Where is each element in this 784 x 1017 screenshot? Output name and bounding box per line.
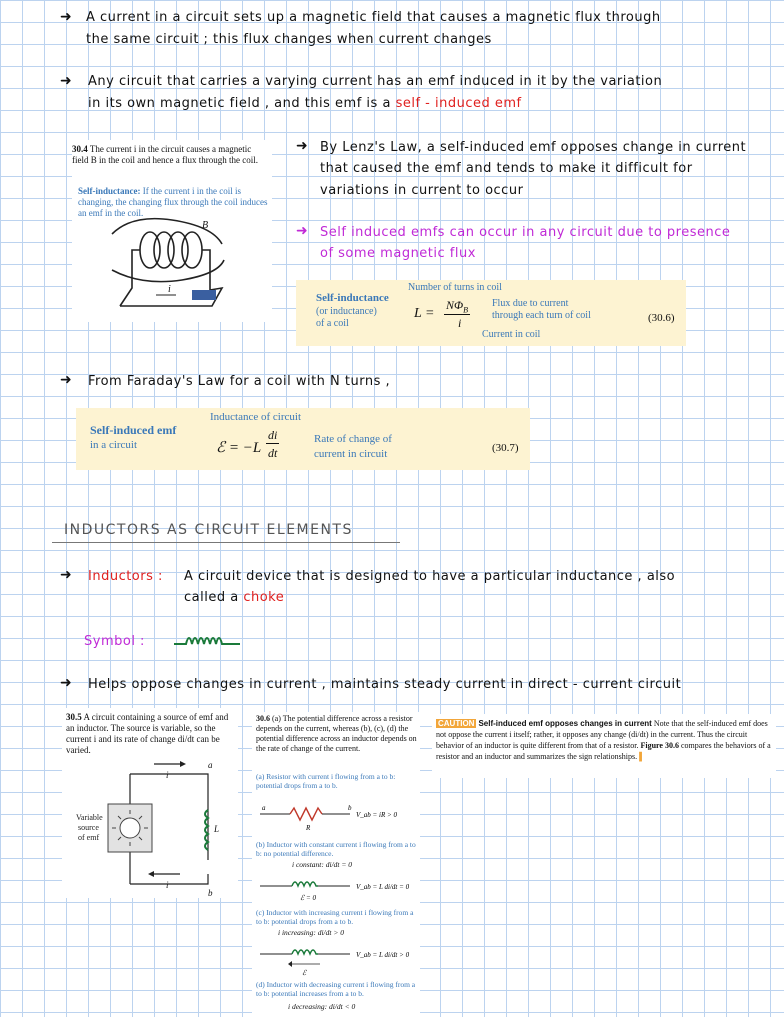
- eq307-numerator: di: [268, 428, 278, 442]
- eq306-numerator-main: NΦ: [446, 298, 464, 312]
- note-3-line-3: variations in current to occur: [320, 183, 524, 198]
- eq306-number: (30.6): [648, 312, 675, 324]
- label-b: b: [348, 804, 352, 812]
- source-label-3: of emf: [78, 833, 100, 842]
- caution-body: Note that the self-induced emf does not oppose the current i itself; rather, it opposes any change (di/dt) in the current. Thus the circuit behavior of an inductor is quite different from that of a resistor.: [436, 719, 768, 750]
- section-title: INDUCTORS AS CIRCUIT ELEMENTS: [64, 522, 353, 538]
- label-l: L: [214, 824, 220, 834]
- arrow-icon: ➜: [60, 567, 72, 583]
- figure-30-6-caption: [256, 714, 418, 754]
- eq306-top-note: Number of turns in coil: [408, 282, 502, 293]
- eq307-number: (30.7): [492, 442, 519, 454]
- note-1-line-1: A current in a circuit sets up a magnetic field that causes a magnetic flux through: [86, 10, 661, 25]
- label-i-top: i: [166, 770, 169, 780]
- figure-30-6-number: 30.6: [256, 714, 270, 723]
- note-1-line-2: the same circuit ; this flux changes when current changes: [86, 32, 492, 47]
- eq306-right-note-1: Flux due to current: [492, 298, 569, 309]
- label-r: R: [306, 824, 311, 832]
- label-a: a: [208, 760, 213, 770]
- equation-30-7-box: [76, 408, 530, 470]
- equation-30-6-box: [296, 280, 686, 346]
- arrow-icon: ➜: [60, 73, 72, 89]
- label-i-bottom: i: [166, 880, 169, 890]
- eq306-lhs: L =: [414, 306, 435, 321]
- figure-30-4-number: 30.4: [72, 144, 88, 154]
- figure-30-6-c-title: (c) Inductor with increasing current i flowing from a to b: potential drops from a to b.: [256, 908, 414, 926]
- eq307-label-sub: in a circuit: [90, 439, 138, 451]
- eq307-right-note-1: Rate of change of: [314, 433, 392, 445]
- section-underline: [52, 542, 400, 543]
- figure-30-6-d-condition: i decreasing: di/dt < 0: [288, 1002, 356, 1011]
- caution-title: Self-induced emf opposes changes in current: [478, 719, 652, 728]
- caution-box: [432, 714, 776, 778]
- eq306-right-note-2: through each turn of coil: [492, 310, 591, 321]
- eq307-right-note-2: current in circuit: [314, 448, 388, 460]
- note-4-line-2: of some magnetic flux: [320, 246, 476, 261]
- arrow-icon: ➜: [296, 138, 308, 154]
- figure-30-4-sub-bold: Self-inductance:: [78, 186, 141, 196]
- inductor-constant-diagram: [256, 870, 420, 906]
- note-3-line-1: By Lenz's Law, a self-induced emf opposes change in current: [320, 140, 747, 155]
- label-b: B: [202, 220, 209, 231]
- note-7-line-1: Helps oppose changes in current , maintains steady current in direct - current circuit: [88, 677, 682, 692]
- eq306-bottom-note: Current in coil: [482, 329, 541, 340]
- caution-end-marker: ▌: [639, 752, 645, 761]
- arrow-icon: ➜: [60, 675, 72, 691]
- caution-text: [436, 718, 774, 762]
- b-emf: ℰ = 0: [300, 894, 316, 902]
- arrow-icon: ➜: [60, 9, 72, 25]
- figure-30-5-caption: [66, 712, 236, 756]
- label-emf: ℰ: [302, 969, 307, 977]
- note-2-line-2: [88, 93, 522, 114]
- figure-30-6-b-condition: i constant: di/dt = 0: [292, 860, 353, 869]
- eq306-label-title: Self-inductance: [316, 292, 389, 304]
- eq307-label-title: Self-induced emf: [90, 423, 177, 437]
- symbol-label: Symbol :: [84, 634, 145, 649]
- figure-30-4-caption: [72, 144, 268, 166]
- source-label-1: Variable: [76, 813, 103, 822]
- inductor-increasing-diagram: [256, 938, 420, 978]
- note-2-line-2-text: in its own magnetic field , and this emf is a: [88, 96, 391, 111]
- inductors-label: Inductors :: [88, 569, 163, 584]
- figure-30-6-b-title: (b) Inductor with constant current i flowing from a to b: no potential difference.: [256, 840, 416, 858]
- inductor-symbol-icon: [172, 630, 244, 652]
- figure-30-6-d-title: (d) Inductor with decreasing current i flowing from a to b: potential increases from a to b.: [256, 980, 416, 998]
- eq306-label-sub1: (or inductance): [316, 306, 377, 317]
- coil-circuit-diagram: [72, 210, 272, 322]
- source-label-2: source: [78, 823, 99, 832]
- figure-30-6: [252, 712, 420, 1017]
- eq306-numerator-sub: B: [463, 305, 469, 315]
- figure-30-6-c-condition: i increasing: di/dt > 0: [278, 928, 345, 937]
- c-equation: V_ab = L di/dt > 0: [356, 951, 410, 959]
- note-6-line-2-text: called a: [184, 590, 239, 605]
- figure-30-6-a-title: (a) Resistor with current i flowing from a to b: potential drops from a to b.: [256, 772, 396, 790]
- note-4-line-1: Self induced emfs can occur in any circuit due to presence: [320, 225, 731, 240]
- figure-30-5-number: 30.5: [66, 712, 82, 722]
- figure-30-5-caption-text: A circuit containing a source of emf and an inductor. The source is variable, so the current i and its rate of change di/dt can be varied.: [66, 712, 229, 755]
- figure-30-4-caption-text: The current i in the circuit causes a magnetic field B in the coil and hence a flux through the coil.: [72, 144, 258, 165]
- eq306-denominator: i: [458, 316, 462, 330]
- self-induced-emf-term: self - induced emf: [395, 96, 522, 111]
- emf-inductor-circuit-diagram: [62, 756, 238, 898]
- figure-30-4-sub-text: If the current i in the coil is changing, the changing flux through the coil induces an emf in the coil.: [78, 186, 268, 218]
- eq306-numerator: [444, 298, 470, 315]
- note-2-line-1: Any circuit that carries a varying current has an emf induced in it by the variation: [88, 74, 663, 89]
- note-5-line-1: From Faraday's Law for a coil with N turns ,: [88, 374, 391, 389]
- arrow-icon: ➜: [296, 223, 308, 239]
- note-6-line-1: A circuit device that is designed to have a particular inductance , also: [184, 569, 676, 584]
- label-b: b: [208, 888, 213, 898]
- a-equation: V_ab = iR > 0: [356, 811, 397, 819]
- figure-30-5: [62, 708, 238, 898]
- b-equation: V_ab = L di/dt = 0: [356, 883, 410, 891]
- choke-term: choke: [243, 590, 285, 605]
- eq307-top-note: Inductance of circuit: [210, 411, 302, 423]
- note-3-line-2: that caused the emf and tends to make it difficult for: [320, 161, 693, 176]
- arrow-icon: ➜: [60, 372, 72, 388]
- caution-body-2: compares the behaviors of a resistor and an inductor and summarizes the sign relationships.: [436, 741, 771, 761]
- eq307-denominator: dt: [268, 446, 278, 460]
- figure-30-4: [72, 140, 272, 322]
- eq307-lhs: ℰ = −L: [216, 440, 262, 456]
- caution-tag: CAUTION: [438, 719, 475, 728]
- eq306-label-sub2: of a coil: [316, 318, 349, 329]
- label-i: i: [168, 284, 171, 295]
- note-6-line-2: [184, 587, 284, 608]
- label-a: a: [262, 804, 266, 812]
- figure-30-6-caption-text: (a) The potential difference across a resistor depends on the current, whereas (b), (c), (d) the potential difference across an inductor depends on the rate of change of the current.: [256, 714, 417, 753]
- resistor-diagram: [256, 792, 420, 836]
- caution-fig-ref: Figure 30.6: [640, 741, 679, 750]
